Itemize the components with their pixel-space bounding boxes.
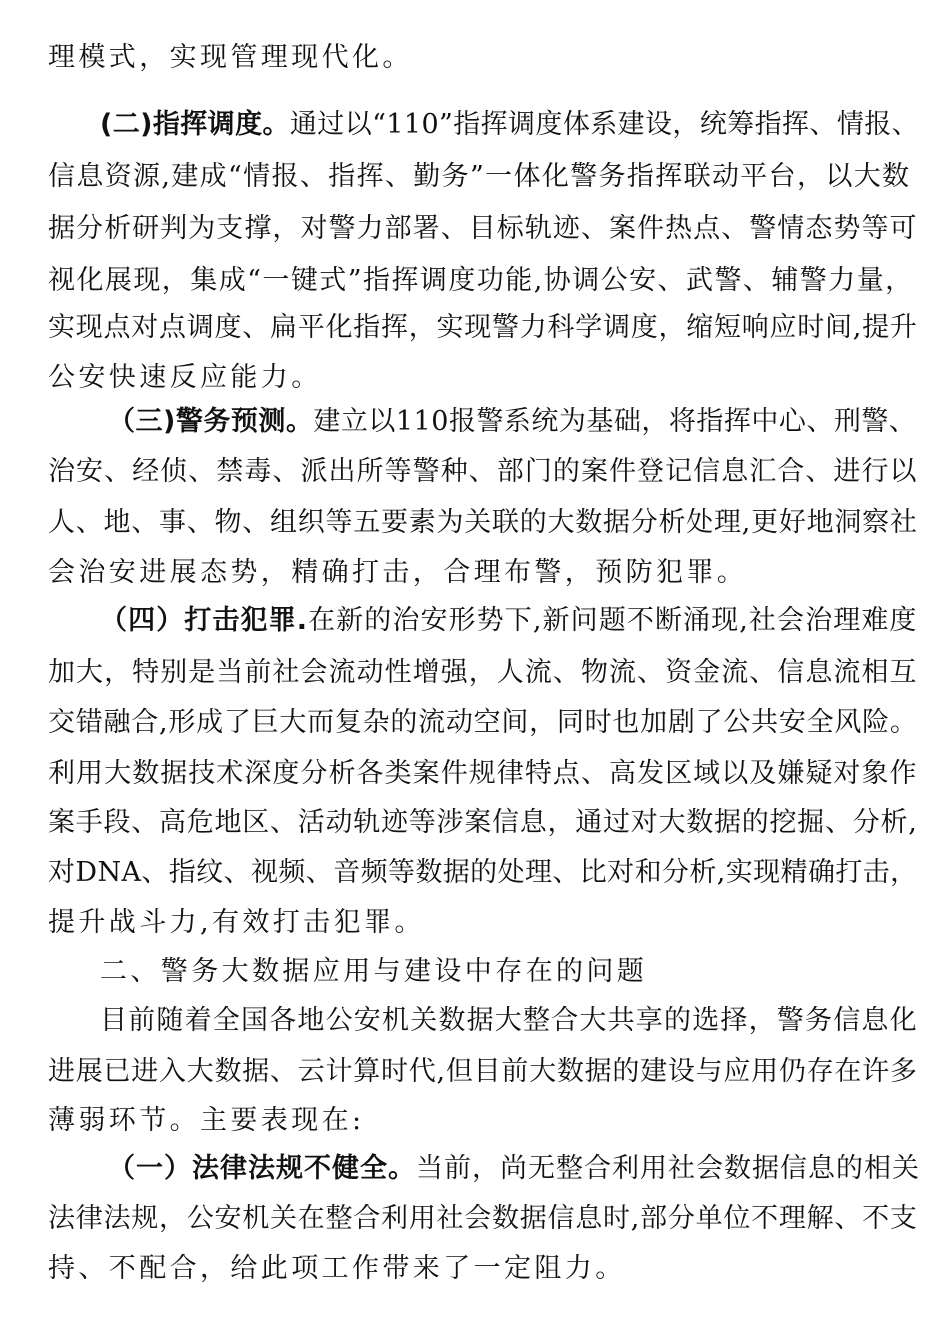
- body-text: 进展已进入大数据、云计算时代,但目前大数据的建设与应用仍存在许多: [48, 1056, 918, 1087]
- paragraph-line: [48, 903, 425, 943]
- paragraph-line: [48, 358, 322, 398]
- subheading-legal-framework: （一）法律法规不健全。: [108, 1153, 416, 1184]
- paragraph-line: [48, 553, 747, 593]
- body-text: 目前随着全国各地公安机关数据大整合大共享的选择，警务信息化: [100, 1005, 918, 1036]
- paragraph-line: [48, 1052, 918, 1092]
- body-text: 法律法规，公安机关在整合利用社会数据信息时,部分单位不理解、不支: [48, 1203, 918, 1234]
- subheading-crime-fighting: （四）打击犯罪.: [100, 605, 309, 636]
- body-text: 持、不配合，给此项工作带来了一定阻力。: [48, 1253, 626, 1284]
- paragraph-line: [48, 754, 918, 794]
- section-heading: [100, 952, 647, 992]
- body-text: 薄弱环节。主要表现在:: [48, 1105, 365, 1136]
- body-text: 信息资源,建成“情报、指挥、勤务”一体化警务指挥联动平台，以大数: [48, 161, 911, 192]
- paragraph-line: [108, 402, 916, 442]
- paragraph-line: [100, 105, 919, 145]
- paragraph-line: [48, 853, 918, 893]
- body-text: 利用大数据技术深度分析各类案件规律特点、高发区域以及嫌疑对象作: [48, 758, 918, 789]
- body-text: 公安快速反应能力。: [48, 362, 322, 393]
- paragraph-line: [48, 1101, 365, 1141]
- paragraph-line: [48, 703, 918, 743]
- paragraph-line: [48, 503, 918, 543]
- subheading-police-forecast: （三)警务预测。: [108, 406, 314, 437]
- paragraph-line: [48, 452, 918, 492]
- body-text: 建立以110报警系统为基础，将指挥中心、刑警、: [313, 406, 917, 437]
- body-text: 理模式，实现管理现代化。: [48, 42, 413, 73]
- paragraph-line: [48, 157, 910, 197]
- body-text: 治安、经侦、禁毒、派出所等警种、部门的案件登记信息汇合、进行以: [48, 456, 918, 487]
- body-text: 人、地、事、物、组织等五要素为关联的大数据分析处理,更好地洞察社: [48, 507, 918, 538]
- paragraph-line: [100, 1001, 918, 1041]
- subheading-command-dispatch: (二)指挥调度。: [100, 109, 290, 140]
- body-text: 当前，尚无整合利用社会数据信息的相关: [416, 1153, 920, 1184]
- body-text: 交错融合,形成了巨大而复杂的流动空间，同时也加剧了公共安全风险。: [48, 707, 918, 738]
- body-text: 会治安进展态势，精确打击，合理布警，预防犯罪。: [48, 557, 748, 588]
- paragraph-line: [48, 803, 918, 843]
- section-title: 二、警务大数据应用与建设中存在的问题: [100, 956, 648, 987]
- paragraph-line: [108, 1149, 920, 1189]
- paragraph-line: [48, 308, 918, 348]
- body-text: 对DNA、指纹、视频、音频等数据的处理、比对和分析,实现精确打击，: [48, 857, 918, 888]
- paragraph-line: [48, 209, 918, 249]
- body-text: 视化展现，集成“一键式”指挥调度功能,协调公安、武警、辅警力量，: [48, 265, 914, 296]
- body-text: 通过以“110”指挥调度体系建设，统筹指挥、情报、: [289, 109, 920, 140]
- body-text: 加大，特别是当前社会流动性增强，人流、物流、资金流、信息流相互: [48, 657, 918, 688]
- paragraph-line: [48, 1199, 918, 1239]
- body-text: 据分析研判为支撑，对警力部署、目标轨迹、案件热点、警情态势等可: [48, 213, 918, 244]
- body-text: 实现点对点调度、扁平化指挥，实现警力科学调度，缩短响应时间,提升: [48, 312, 918, 343]
- body-text: 案手段、高危地区、活动轨迹等涉案信息，通过对大数据的挖掘、分析,: [48, 807, 918, 838]
- paragraph-line: [48, 38, 413, 78]
- body-text: 提升战斗力,有效打击犯罪。: [48, 907, 425, 938]
- paragraph-line: [48, 1249, 626, 1289]
- paragraph-line: [48, 653, 918, 693]
- paragraph-line: [100, 601, 918, 641]
- paragraph-line: [48, 261, 914, 301]
- body-text: 在新的治安形势下,新问题不断涌现,社会治理难度: [308, 605, 918, 636]
